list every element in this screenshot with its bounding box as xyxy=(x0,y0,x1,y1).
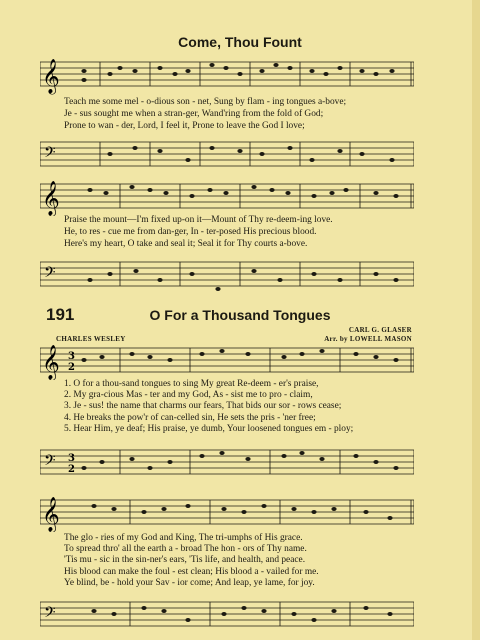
lyric-line: 'Tis mu - sic in the sin-ner's ears, 'Tis life, and health, and peace. xyxy=(64,555,306,566)
hymn-number: 191 xyxy=(46,305,75,324)
lyric-line: To spread thro' all the earth a - broad The hon - ors of Thy name. xyxy=(64,544,307,555)
composer-credit: CARL G. GLASER xyxy=(348,326,412,334)
lyrics-block xyxy=(64,214,414,251)
svg-text:𝄞: 𝄞 xyxy=(42,181,60,216)
lyric-line: His blood can make the foul - est clean; His blood a - vailed for me. xyxy=(64,566,319,577)
svg-text:2: 2 xyxy=(68,464,75,475)
lyric-line: Here's my heart, O take and seal it; Seal it for Thy courts a-bove. xyxy=(64,239,308,250)
lyric-line: 1. O for a thou-sand tongues to sing My great Re-deem - er's praise, xyxy=(64,379,319,389)
svg-text:𝄞: 𝄞 xyxy=(42,497,60,532)
lyric-line: Praise the mount—I'm fixed up-on it—Mount of Thy re-deem-ing love. xyxy=(64,215,333,225)
music-staff xyxy=(40,494,414,532)
music-staff xyxy=(40,256,414,296)
lyric-line: Je - sus sought me when a stran-ger, Wand'ring from the fold of God; xyxy=(64,109,324,120)
svg-text:3: 3 xyxy=(68,453,75,464)
hymn-title-come-thou-fount: Come, Thou Fount xyxy=(178,34,302,50)
music-staff xyxy=(40,596,414,636)
lyric-line: 2. My gra-cious Mas - ter and my God, As - sist me to pro - claim, xyxy=(64,390,313,401)
svg-text:3: 3 xyxy=(68,351,75,362)
lyrics-block xyxy=(64,96,414,133)
svg-text:𝄢: 𝄢 xyxy=(44,452,56,473)
lyric-line: 3. Je - sus! the name that charms our fears, That bids our sor - rows cease; xyxy=(64,401,342,412)
music-staff xyxy=(40,342,414,380)
lyrics-block xyxy=(64,379,414,435)
lyric-line: 4. He breaks the pow'r of can-celled sin, He sets the pris - 'ner free; xyxy=(64,412,316,423)
hymn-title-o-for-a-thousand-tongues: O For a Thousand Tongues xyxy=(149,307,331,323)
svg-text:𝄞: 𝄞 xyxy=(42,345,60,380)
author-credit: CHARLES WESLEY xyxy=(56,335,126,343)
svg-text:𝄢: 𝄢 xyxy=(44,264,56,285)
music-staff xyxy=(40,444,414,480)
lyrics-block xyxy=(64,533,414,589)
lyric-line: Teach me some mel - o-dious son - net, Sung by flam - ing tongues a-bove; xyxy=(64,97,347,107)
svg-text:𝄞: 𝄞 xyxy=(42,59,60,94)
arranger-credit: Arr. by LOWELL MASON xyxy=(324,335,412,343)
lyric-line: The glo - ries of my God and King, The tri-umphs of His grace. xyxy=(64,533,303,543)
lyric-line: Prone to wan - der, Lord, I feel it, Prone to leave the God I love; xyxy=(64,121,305,132)
lyric-line: He, to res - cue me from dan-ger, In - ter-posed His precious blood. xyxy=(64,227,317,238)
music-staff xyxy=(40,56,414,96)
svg-text:𝄢: 𝄢 xyxy=(44,144,56,165)
svg-text:𝄢: 𝄢 xyxy=(44,604,56,625)
music-staff xyxy=(40,178,414,216)
lyric-line: Ye blind, be - hold your Sav - ior come; And leap, ye lame, for joy. xyxy=(64,577,315,588)
lyric-line: 5. Hear Him, ye deaf; His praise, ye dumb, Your loosened tongues em - ploy; xyxy=(64,423,354,434)
music-staff xyxy=(40,136,414,172)
svg-text:2: 2 xyxy=(68,362,75,373)
